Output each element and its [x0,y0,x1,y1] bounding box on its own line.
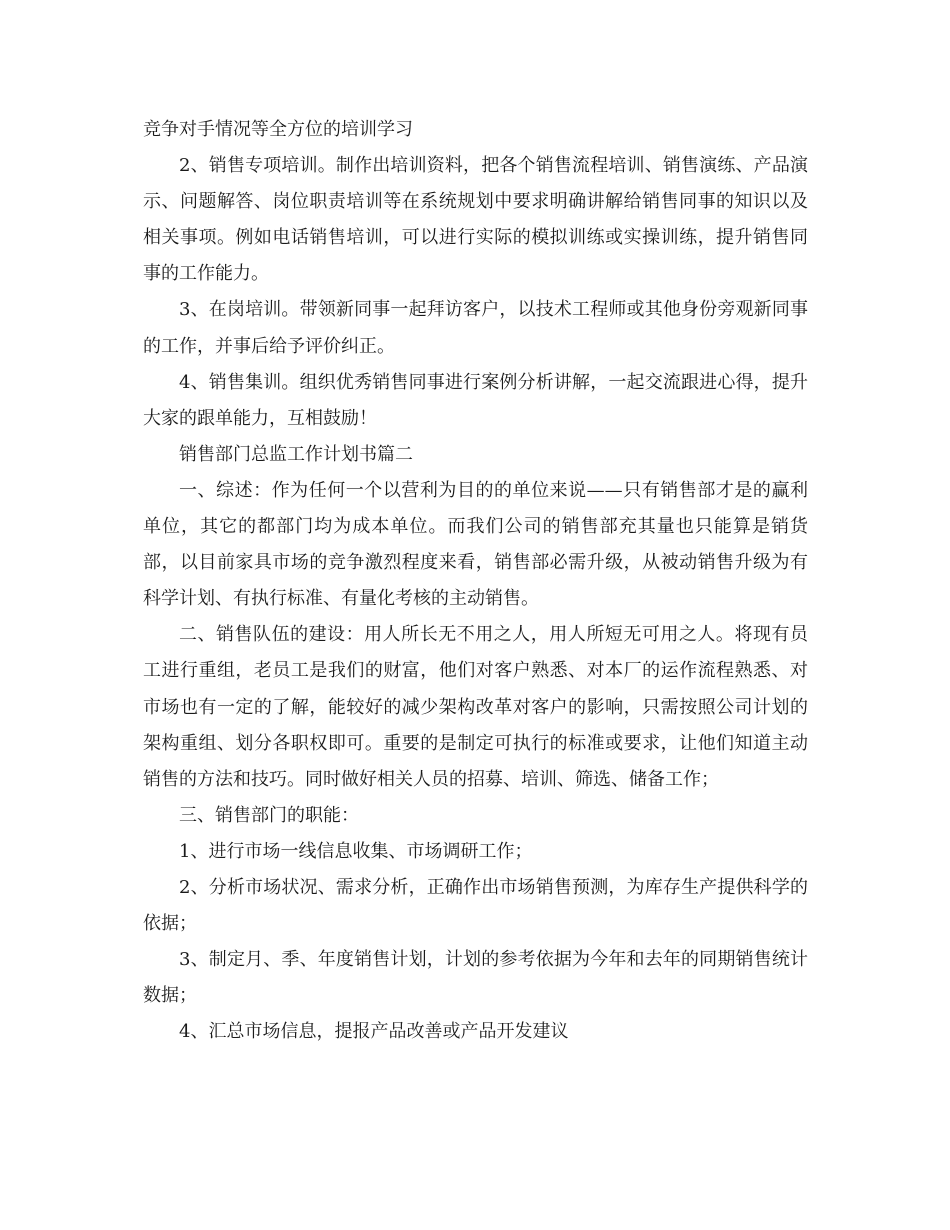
paragraph-sales-camp: 4、销售集训。组织优秀销售同事进行案例分析讲解，一起交流跟进心得，提升大家的跟单能力，互相鼓励！ [143,371,808,429]
paragraph-overview: 一、综述：作为任何一个以营利为目的的单位来说——只有销售部才是的赢利单位，其它的都部门均为成本单位。而我们公司的销售部充其量也只能算是销货部，以目前家具市场的竞争激烈程度来看，销售部必需升级，从被动销售升级为有科学计划、有执行标准、有量化考核的主动销售。 [143,479,808,610]
list-item-info-collection: 1、进行市场一线信息收集、市场调研工作； [179,840,533,862]
paragraph-sales-training: 2、销售专项培训。制作出培训资料，把各个销售流程培训、销售演练、产品演示、问题解答、岗位职责培训等在系统规划中要求明确讲解给销售同事的知识以及相关事项。例如电话销售培训，可以进行实际的模拟训练或实操训练，提升销售同事的工作能力。 [143,155,808,285]
paragraph-team-building: 二、销售队伍的建设：用人所长无不用之人，用人所短无可用之人。将现有员工进行重组，老员工是我们的财富，他们对客户熟悉、对本厂的运作流程熟悉、对市场也有一定的了解，能较好的减少架构改革对客户的影响，只需按照公司计划的架构重组、划分各职权即可。重要的是制定可执行的标准或要求，让他们知道主动销售的方法和技巧。同时做好相关人员的招募、培训、筛选、储备工作； [143,624,808,790]
paragraph-continuation: 竞争对手情况等全方位的培训学习 [143,119,413,140]
paragraph-department-functions: 三、销售部门的职能： [179,804,359,826]
list-item-sales-plan: 3、制定月、季、年度销售计划，计划的参考依据为今年和去年的同期销售统计数据； [143,949,808,1007]
list-item-market-summary: 4、汇总市场信息，提报产品改善或产品开发建议 [179,1021,569,1043]
document-body [143,112,808,1050]
section-heading: 销售部门总监工作计划书篇二 [179,443,413,465]
paragraph-on-job-training: 3、在岗培训。带领新同事一起拜访客户，以技术工程师或其他身份旁观新同事的工作，并事后给予评价纠正。 [143,299,808,357]
list-item-market-analysis: 2、分析市场状况、需求分析，正确作出市场销售预测，为库存生产提供科学的依据； [143,876,808,935]
